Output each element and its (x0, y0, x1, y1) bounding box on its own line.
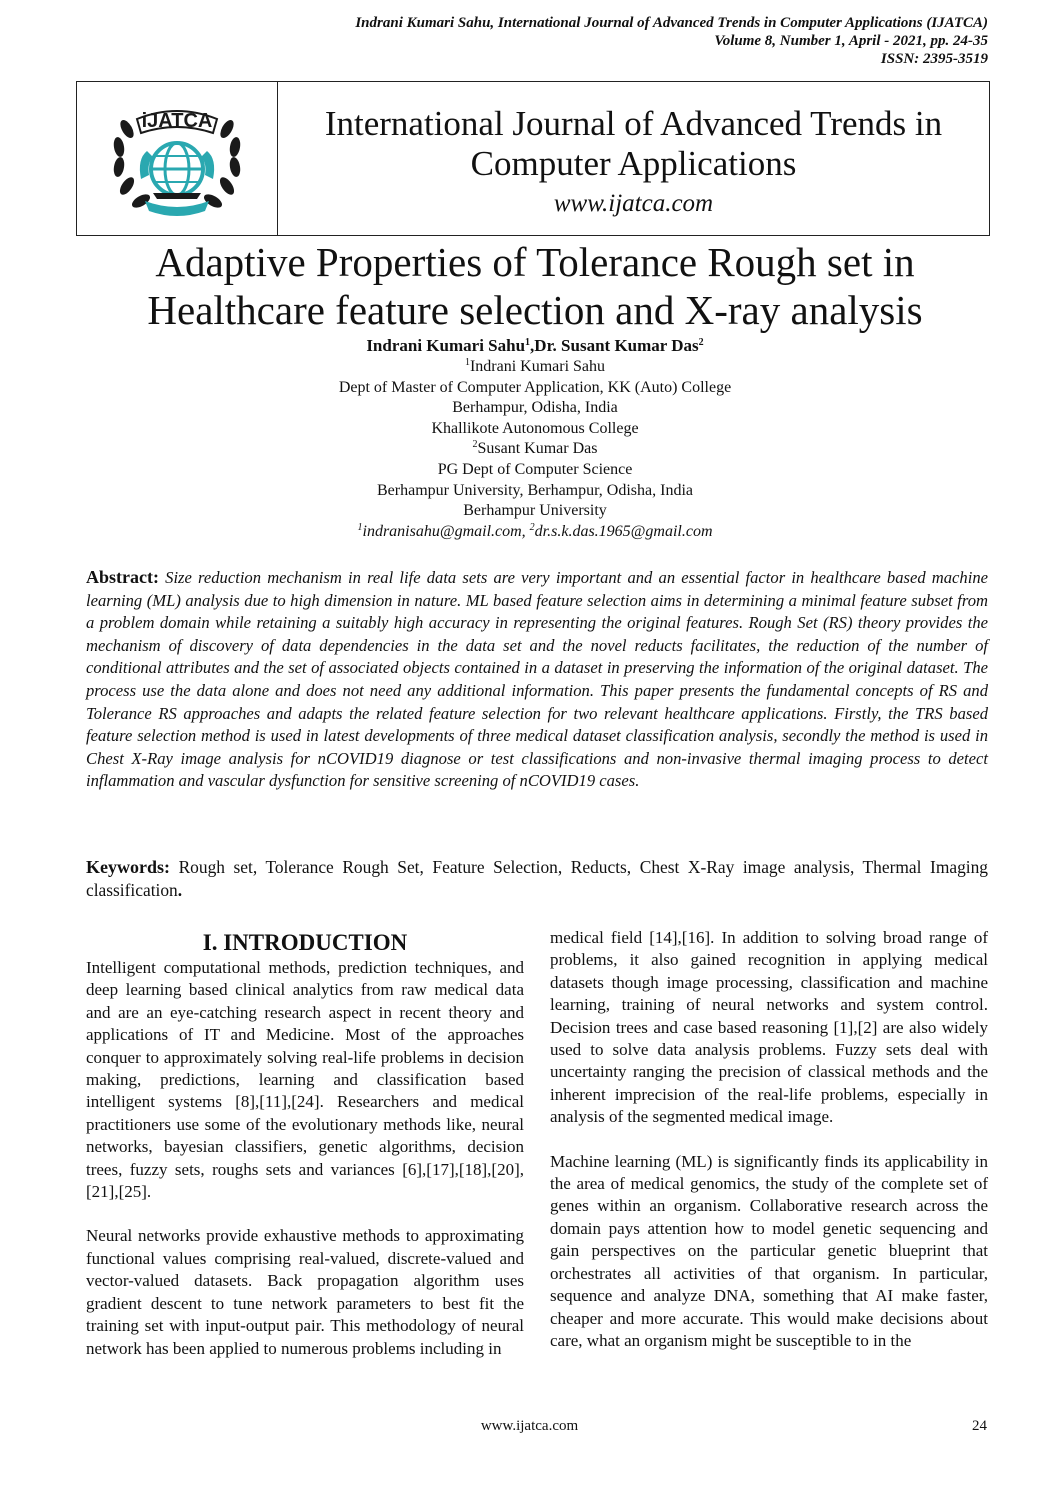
affil-1-name: Indrani Kumari Sahu (469, 358, 606, 375)
left-column (86, 927, 524, 1360)
email-1-sup: 1 (357, 521, 363, 533)
email-1[interactable]: indranisahu@gmail.com, (362, 522, 530, 540)
page-number: 24 (972, 1418, 987, 1434)
author-1: Indrani Kumari Sahu (366, 336, 526, 355)
right-paragraph-2: Machine learning (ML) is significantly finds its applicability in the area of medical genomics, the study of the complete set of genes within an organism. Collaborative research across the domain pays attention how to model genetic sequencing and gain perspectives on the particular genetic blueprint that orchestrates all activities of that organism. In particular, sequence and analyze DNA, something that AI make faster, cheaper and more accurate. This would make decisions about care, what an organism might be susceptible to in the (550, 1151, 988, 1350)
running-head (355, 14, 988, 68)
keywords (86, 856, 988, 901)
abstract (86, 566, 988, 793)
journal-header-box (76, 81, 990, 236)
affil-1-city: Berhampur, Odisha, India (452, 399, 618, 417)
journal-logo-cell (77, 82, 278, 235)
journal-url[interactable]: www.ijatca.com (553, 189, 714, 217)
affil-2-sup: 2 (472, 439, 478, 451)
author-2-sup: 2 (698, 337, 704, 348)
running-head-line-1: Indrani Kumari Sahu, International Journal of Advanced Trends in Computer Applications (IJATCA) (355, 15, 988, 31)
affiliations (80, 357, 990, 542)
author-2: Dr. Susant Kumar Das (534, 336, 699, 355)
left-paragraph-1: Intelligent computational methods, prediction techniques, and deep learning based clinical analytics from raw medical data and are an eye-catching research aspect in recent theory and applications of IT and Medicine. Most of the approaches conquer to approximately solving real-life problems in decision making, predictions, learning and classification based intelligent systems [8],[11],[24]. Researchers and medical practitioners use some of the evolutionary methods like, neural networks, bayesian classifiers, genetic algorithms, decision trees, fuzzy sets, roughs sets and variances [6],[17],[18],[20],[21],[25]. (86, 958, 524, 1202)
abstract-label: Abstract: (86, 567, 159, 587)
right-paragraph-1: medical field [14],[16]. In addition to solving broad range of problems, it also gained recognition in applying medical datasets though image processing, classification and machine learning, training of neural networks and system control. Decision trees and case based reasoning [1],[2] are also widely used to solve data analysis problems. Fuzzy sets deal with uncertainty ranging the precision of classical methods and the inherent imprecision of the real-life problems, especially in analysis of the segmented medical image. (550, 928, 988, 1127)
email-2-sup: 2 (529, 521, 535, 533)
footer-url[interactable]: www.ijatca.com (480, 1418, 579, 1434)
affil-2-city: Berhampur University, Berhampur, Odisha, India (376, 481, 694, 499)
section-heading-introduction: I. INTRODUCTION (202, 930, 408, 955)
journal-name: International Journal of Advanced Trends in Computer Applications (324, 103, 943, 183)
left-paragraph-2: Neural networks provide exhaustive methods to approximating functional values comprising real-valued, discrete-valued and vector-valued datasets. Back propagation algorithm uses gradient descent to tune network parameters to best fit the training set with input-output pair. This methodology of neural network has been applied to numerous problems including in (86, 1226, 524, 1358)
journal-logo (97, 89, 257, 229)
affil-2-inst: Berhampur University (463, 502, 607, 520)
affil-1-dept: Dept of Master of Computer Application, KK (Auto) College (338, 378, 732, 396)
affil-2-name: Susant Kumar Das (477, 440, 598, 458)
journal-title-cell (278, 82, 989, 235)
author-separator: , (530, 336, 535, 355)
affil-1-inst: Khallikote Autonomous College (431, 419, 639, 437)
keywords-label: Keywords: (86, 857, 170, 877)
keywords-text: Rough set, Tolerance Rough Set, Feature Selection, Reducts, Chest X-Ray image analysis, Thermal Imaging classification (86, 857, 988, 900)
paper-authors (80, 336, 990, 356)
paper-title-line-2: Healthcare feature selection and X-ray analysis (147, 287, 923, 333)
paper-title-line-1: Adaptive Properties of Tolerance Rough set in (155, 239, 915, 285)
keywords-end: . (177, 879, 183, 900)
paper-title (80, 238, 990, 334)
right-column (550, 927, 988, 1352)
running-head-line-3: ISSN: 2395-3519 (880, 51, 988, 67)
affil-2-dept: PG Dept of Computer Science (437, 460, 633, 478)
email-2[interactable]: dr.s.k.das.1965@gmail.com (534, 522, 713, 540)
abstract-text: Size reduction mechanism in real life data sets are very important and an essential factor in healthcare based machine learning (ML) analysis due to high dimension in nature. ML based feature selection aims in determining a minimal feature subset from a problem domain while retaining a suitably high accuracy in representing the original features. Rough Set (RS) theory provides the mechanism of discovery of data dependencies in the data set and the novel reducts facilitates, the reduction of the number of conditional attributes and the set of associated objects contained in a dataset in preserving the information of the original dataset. The process use the data alone and does not need any additional information. This paper presents the fundamental concepts of RS and Tolerance RS approaches and adapts the related feature selection for two relevant healthcare applications. Firstly, the TRS based feature selection method is used in latest developments of three medical dataset classification analysis, secondly the method is used in Chest X-Ray image analysis for nCOVID19 diagnose or test classifications and non-invasive thermal imaging process to detect inflammation and vascular dysfunction for sensitive screening of nCOVID19 cases. (86, 568, 988, 791)
author-1-sup: 1 (525, 337, 531, 348)
running-head-line-2: Volume 8, Number 1, April - 2021, pp. 24-35 (714, 33, 988, 49)
affil-1-sup: 1 (464, 357, 470, 368)
journal-logo-text: iJATCA (141, 109, 213, 132)
